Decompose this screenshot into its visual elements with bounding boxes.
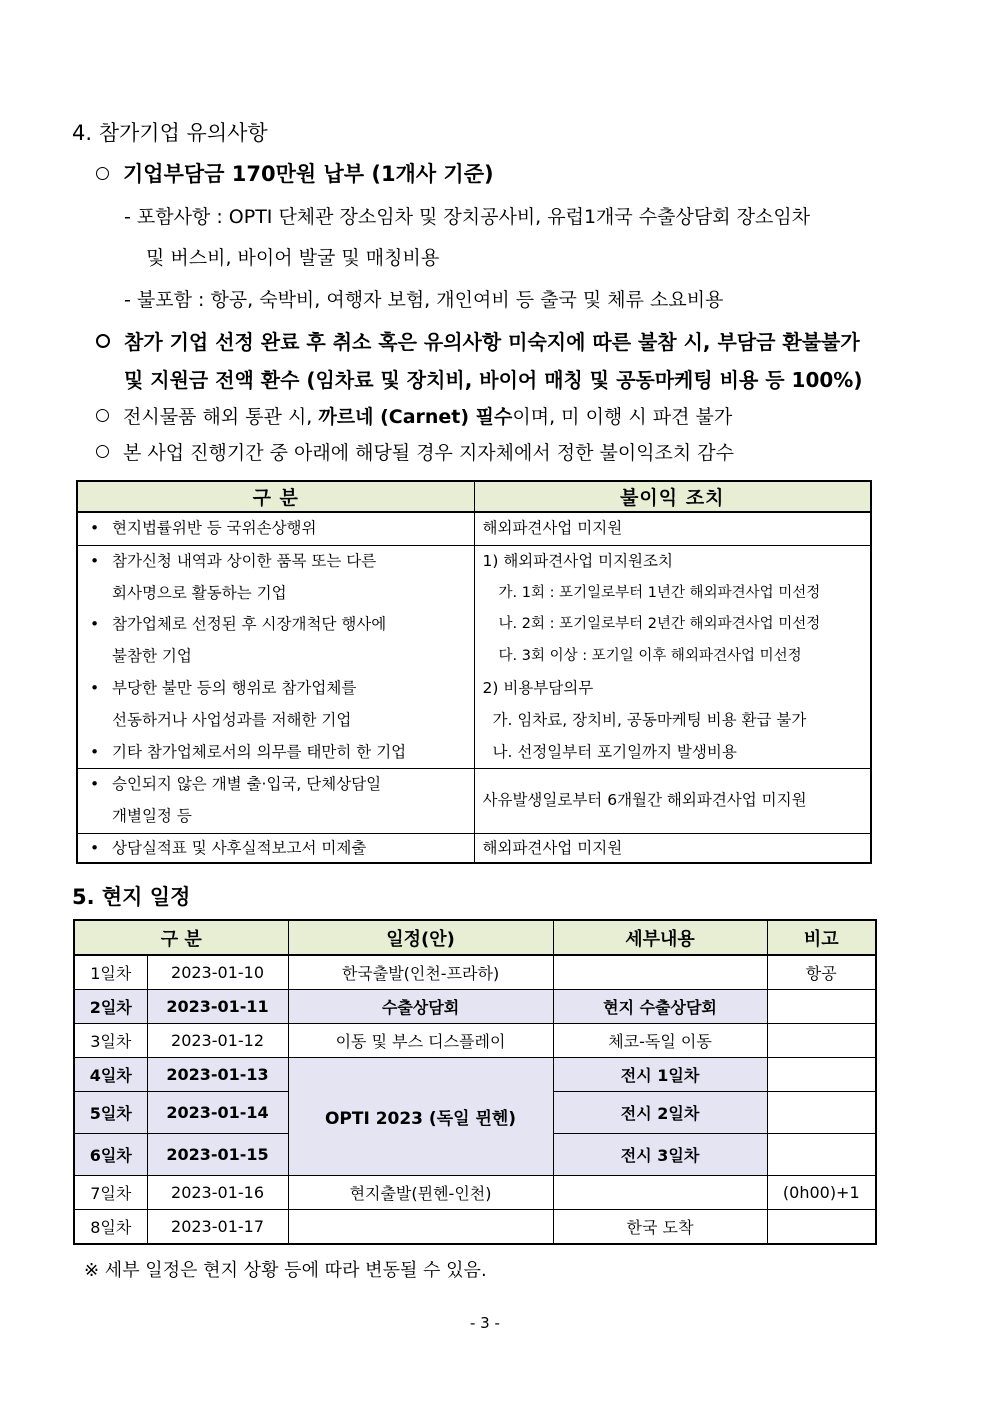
day-cell: 6일차 — [74, 1134, 147, 1176]
cell-text: 부당한 불만 등의 행위로 참가업체를 — [112, 678, 357, 697]
cell-text: 개별일정 등 — [112, 807, 192, 826]
circle-bullet-icon — [96, 167, 109, 180]
detail-cell: 전시 2일차 — [553, 1092, 767, 1134]
table-row — [74, 1176, 876, 1210]
table-row — [74, 990, 876, 1024]
col-note: 비고 — [767, 920, 876, 955]
table-row — [77, 769, 871, 834]
cell-text: 해외파견사업 미지원 — [482, 519, 623, 537]
date-cell: 2023-01-13 — [147, 1058, 288, 1092]
item-cancel-text: 참가 기업 선정 완료 후 취소 혹은 유의사항 미숙지에 따른 불참 시, 부담금 환불불가 — [124, 330, 860, 354]
note-cell — [767, 1210, 876, 1245]
page-number: - 3 - — [470, 1314, 500, 1332]
detail-cell: 한국 도착 — [553, 1210, 767, 1245]
schedule-table — [73, 919, 877, 1245]
plan-cell: 수출상담회 — [288, 990, 553, 1024]
cell-text: 2) 비용부담의무 — [482, 678, 594, 697]
cell-text: 가. 임차료, 장치비, 공동마케팅 비용 환급 불가 — [492, 710, 807, 729]
cell-measure — [474, 512, 871, 545]
cell-text: 선동하거나 사업성과를 저해한 기업 — [112, 710, 352, 729]
cell-text: 상담실적표 및 사후실적보고서 미제출 — [112, 838, 367, 857]
table-row — [74, 1024, 876, 1058]
cell-text: 참가업체로 선정된 후 시장개척단 행사에 — [112, 615, 387, 634]
day-cell: 1일차 — [74, 955, 147, 990]
detail-cell: 현지 수출상담회 — [553, 990, 767, 1024]
detail-cell: 전시 3일차 — [553, 1134, 767, 1176]
col-plan: 일정(안) — [288, 920, 553, 955]
col-measure: 불이익 조치 — [474, 481, 871, 512]
detail-cell — [553, 1176, 767, 1210]
note-cell: 항공 — [767, 955, 876, 990]
item-excluded: - 불포함 : 항공, 숙박비, 여행자 보험, 개인여비 등 출국 및 체류 소요비용 — [124, 289, 724, 311]
cell-text: 기타 참가업체로서의 의무를 태만히 한 기업 — [112, 742, 407, 761]
plan-cell: 현지출발(뮌헨-인천) — [288, 1176, 553, 1210]
plan-cell — [288, 1210, 553, 1245]
table-row — [77, 512, 871, 545]
cell-text: 나. 선정일부터 포기일까지 발생비용 — [492, 742, 737, 761]
date-cell: 2023-01-11 — [147, 990, 288, 1024]
day-cell: 8일차 — [74, 1210, 147, 1245]
item-carnet-a: 전시물품 해외 통관 시, — [123, 406, 319, 428]
item-carnet — [96, 402, 732, 429]
item-fee-text: 기업부담금 170만원 납부 (1개사 기준) — [123, 162, 494, 186]
col-category: 구 분 — [77, 481, 474, 512]
cell-text: 해외파견사업 미지원 — [482, 838, 623, 857]
note-cell — [767, 1134, 876, 1176]
day-cell: 7일차 — [74, 1176, 147, 1210]
section5-title: 5. 현지 일정 — [72, 885, 191, 909]
note-cell — [767, 1058, 876, 1092]
day-cell: 3일차 — [74, 1024, 147, 1058]
plan-cell-exhibition: OPTI 2023 (독일 뮌헨) — [288, 1058, 553, 1176]
table-row — [74, 1058, 876, 1092]
table-row — [77, 545, 871, 769]
cell-measure — [474, 769, 871, 834]
date-cell: 2023-01-14 — [147, 1092, 288, 1134]
table-row — [74, 955, 876, 990]
plan-cell: 이동 및 부스 디스플레이 — [288, 1024, 553, 1058]
cell-text: 사유발생일로부터 6개월간 해외파견사업 미지원 — [482, 791, 807, 810]
plan-cell: 한국출발(인천-프라하) — [288, 955, 553, 990]
circle-bullet-icon — [96, 334, 110, 348]
day-cell: 5일차 — [74, 1092, 147, 1134]
cell-measure — [474, 545, 871, 769]
cell-category: • 승인되지 않은 개별 출·입국, 단체상담일 개별일정 등 — [77, 769, 474, 834]
schedule-header — [74, 920, 876, 955]
item-penalty-text: 본 사업 진행기간 중 아래에 해당될 경우 지자체에서 정한 불이익조치 감수 — [123, 442, 735, 464]
detail-cell — [553, 955, 767, 990]
item-included-cont: 및 버스비, 바이어 발굴 및 매칭비용 — [146, 247, 440, 269]
cell-category: • 현지법률위반 등 국위손상행위 — [77, 512, 474, 545]
item-cancel — [96, 326, 860, 355]
schedule-footnote: ※ 세부 일정은 현지 상황 등에 따라 변동될 수 있음. — [84, 1260, 487, 1281]
table-row — [74, 1210, 876, 1245]
cell-text: 다. 3회 이상 : 포기일 이후 해외파견사업 미선정 — [498, 648, 802, 665]
cell-text: 승인되지 않은 개별 출·입국, 단체상담일 — [112, 775, 382, 794]
penalty-table-header — [77, 481, 871, 512]
day-cell: 4일차 — [74, 1058, 147, 1092]
cell-text: 회사명으로 활동하는 기업 — [112, 583, 287, 602]
detail-cell: 전시 1일차 — [553, 1058, 767, 1092]
col-detail: 세부내용 — [553, 920, 767, 955]
date-cell: 2023-01-12 — [147, 1024, 288, 1058]
note-cell: (0h00)+1 — [767, 1176, 876, 1210]
item-penalty — [96, 438, 734, 465]
item-carnet-b: 까르네 (Carnet) 필수 — [318, 406, 513, 428]
circle-bullet-icon — [96, 445, 109, 458]
cell-text: 나. 2회 : 포기일로부터 2년간 해외파견사업 미선정 — [498, 616, 821, 633]
cell-category: • 참가신청 내역과 상이한 품목 또는 다른 회사명으로 활동하는 기업 • 참가업체로 선정된 후 시장개척단 행사에 불참한 기업 • 부당한 불만 등의 행위로 참가업체를 선동하거나 사업성과를 저해한 기업 • 기타 참가업체로서의 의무를 태만히 한 기업 — [77, 545, 474, 769]
detail-cell: 체코-독일 이동 — [553, 1024, 767, 1058]
cell-text: 가. 1회 : 포기일로부터 1년간 해외파견사업 미선정 — [498, 584, 821, 601]
item-fee — [96, 158, 494, 188]
table-row — [77, 833, 871, 863]
section4-title: 4. 참가기업 유의사항 — [72, 121, 268, 145]
date-cell: 2023-01-15 — [147, 1134, 288, 1176]
note-cell — [767, 1024, 876, 1058]
cell-measure — [474, 833, 871, 863]
note-cell — [767, 990, 876, 1024]
cell-category: • 상담실적표 및 사후실적보고서 미제출 — [77, 833, 474, 863]
penalty-table — [76, 480, 872, 864]
cell-text: 현지법률위반 등 국위손상행위 — [112, 519, 317, 537]
item-included: - 포함사항 : OPTI 단체관 장소임차 및 장치공사비, 유럽1개국 수출상담회 장소임차 — [124, 206, 811, 228]
date-cell: 2023-01-17 — [147, 1210, 288, 1245]
item-carnet-c: 이며, 미 이행 시 파견 불가 — [512, 406, 733, 428]
item-cancel-cont: 및 지원금 전액 환수 (임차료 및 장치비, 바이어 매칭 및 공동마케팅 비용 등 100%) — [124, 368, 863, 392]
date-cell: 2023-01-10 — [147, 955, 288, 990]
cell-text: 1) 해외파견사업 미지원조치 — [482, 551, 673, 570]
date-cell: 2023-01-16 — [147, 1176, 288, 1210]
note-cell — [767, 1092, 876, 1134]
cell-text: 참가신청 내역과 상이한 품목 또는 다른 — [112, 551, 377, 570]
cell-text: 불참한 기업 — [112, 647, 192, 666]
col-division: 구 분 — [74, 920, 288, 955]
day-cell: 2일차 — [74, 990, 147, 1024]
circle-bullet-icon — [96, 409, 109, 422]
